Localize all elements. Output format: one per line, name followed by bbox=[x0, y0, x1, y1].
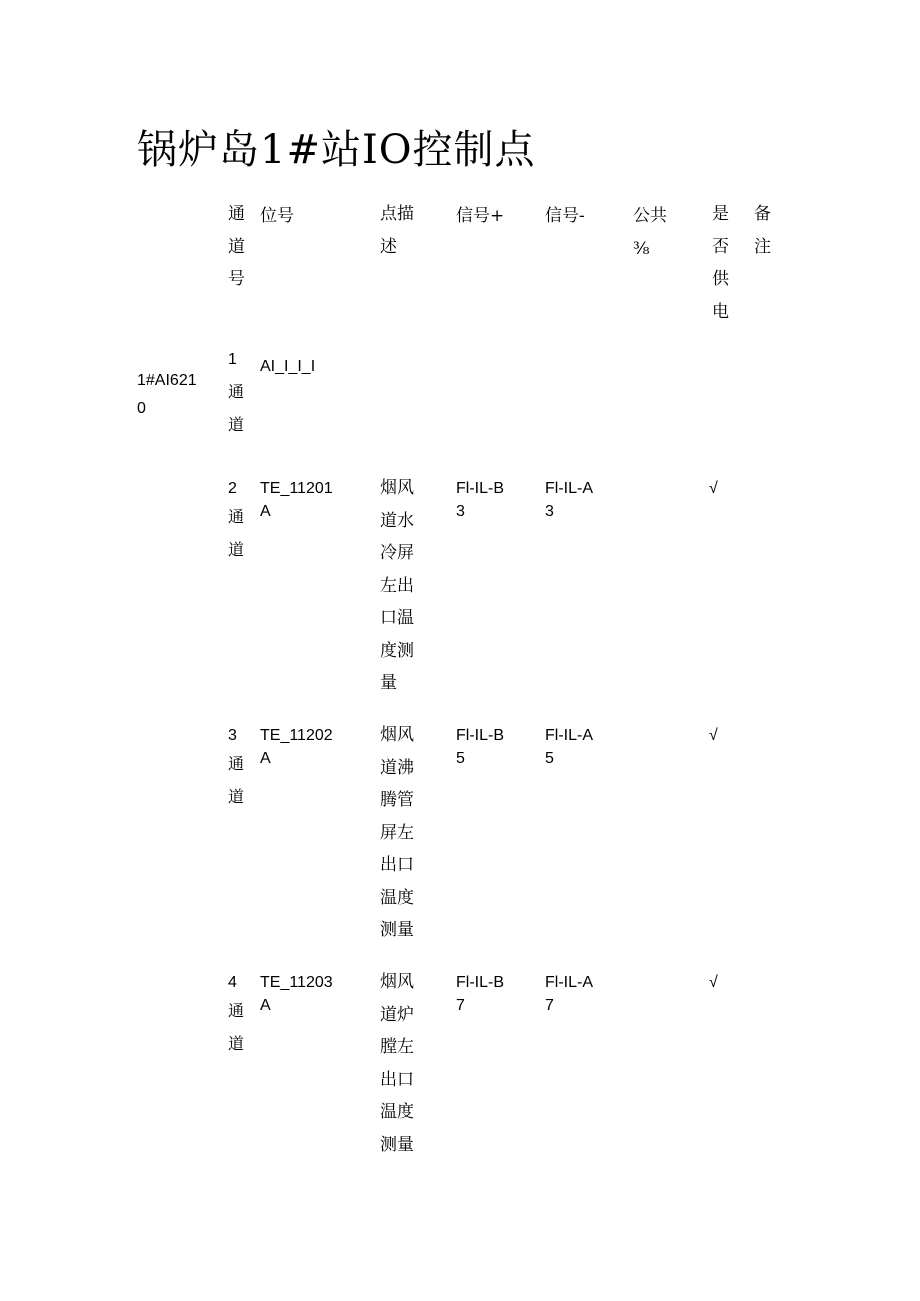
header-signal-minus: 信号- bbox=[545, 206, 585, 226]
channel-cell bbox=[228, 724, 252, 813]
tag-cell: TE_11202A bbox=[260, 727, 333, 767]
tag-cell: AI_I_I_I bbox=[260, 358, 316, 375]
header-description: 点描述 bbox=[380, 204, 414, 257]
channel-cell bbox=[228, 348, 252, 441]
header-signal-plus: 信号+ bbox=[456, 206, 505, 226]
signal-minus-cell: Fl-IL-A5 bbox=[545, 727, 593, 767]
channel-label: 通道 bbox=[228, 507, 245, 559]
header-channel: 通道号 bbox=[228, 204, 245, 289]
channel-cell bbox=[228, 477, 252, 566]
signal-minus-cell: Fl-IL-A3 bbox=[545, 480, 593, 520]
channel-number: 2 bbox=[228, 480, 237, 497]
channel-cell bbox=[228, 971, 252, 1060]
channel-number: 1 bbox=[228, 351, 237, 368]
powered-check: √ bbox=[709, 480, 718, 497]
tag-cell: TE_11203A bbox=[260, 974, 333, 1014]
channel-label: 通道 bbox=[228, 382, 245, 434]
header-remark: 备注 bbox=[754, 204, 771, 257]
description-cell: 烟风道炉膛左出口温度测量 bbox=[380, 972, 414, 1155]
channel-label: 通道 bbox=[228, 1001, 245, 1053]
powered-check: √ bbox=[709, 974, 718, 991]
channel-number: 3 bbox=[228, 727, 237, 744]
header-powered: 是否供电 bbox=[712, 204, 729, 322]
channel-number: 4 bbox=[228, 974, 237, 991]
description-cell: 烟风道沸腾管屏左出口温度测量 bbox=[380, 725, 414, 940]
signal-minus-cell: Fl-IL-A7 bbox=[545, 974, 593, 1014]
signal-plus-cell: Fl-IL-B3 bbox=[456, 480, 504, 520]
powered-check: √ bbox=[709, 727, 718, 744]
signal-plus-cell: Fl-IL-B7 bbox=[456, 974, 504, 1014]
header-common: 公共⅜ bbox=[633, 206, 667, 259]
header-tag: 位号 bbox=[260, 206, 294, 226]
channel-label: 通道 bbox=[228, 754, 245, 806]
page-title: 锅炉岛1#站IO控制点 bbox=[137, 127, 536, 173]
signal-plus-cell: Fl-IL-B5 bbox=[456, 727, 504, 767]
tag-cell: TE_11201A bbox=[260, 480, 333, 520]
module-label: 1#AI6210 bbox=[137, 372, 197, 417]
description-cell: 烟风道水冷屏左出口温度测量 bbox=[380, 478, 414, 693]
